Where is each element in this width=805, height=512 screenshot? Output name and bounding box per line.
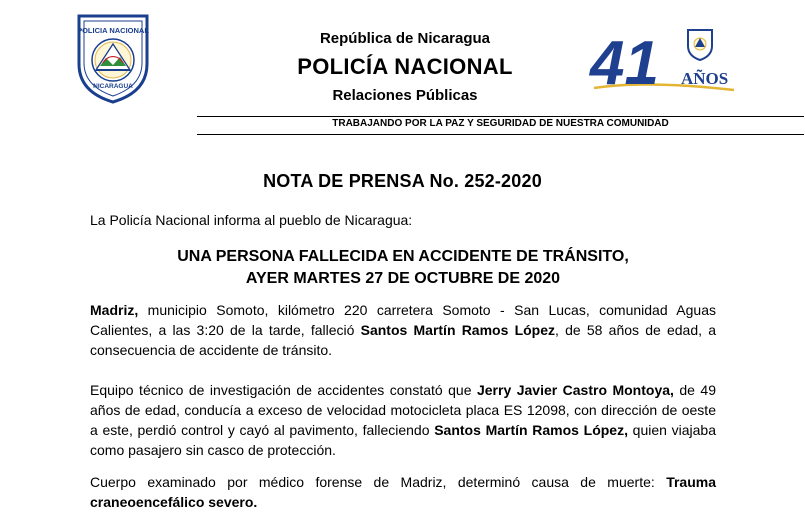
seal-bottom-text: NICARAGUA bbox=[93, 83, 133, 90]
p3-cause-of-death: Trauma craneoencefálico severo. bbox=[90, 474, 716, 510]
p3-text-1: Cuerpo examinado por médico forense de Madriz, determinó causa de muerte: bbox=[90, 474, 667, 490]
p2-text-1: Equipo técnico de investigación de accidentes constató que bbox=[90, 382, 477, 398]
p2-text-2: de 49 años de edad, conducía a exceso de velocidad motocicleta placa ES 12098, con dirección de oeste a este, perdió control y cayó al pavimento, falleciendo bbox=[90, 382, 716, 438]
header-divider-bottom bbox=[197, 134, 804, 135]
p1-victim-name: Santos Martín Ramos López bbox=[360, 322, 556, 338]
header-motto: TRABAJANDO POR LA PAZ Y SEGURIDAD DE NUESTRA COMUNIDAD bbox=[332, 118, 669, 129]
p2-driver-name: Jerry Javier Castro Montoya, bbox=[476, 382, 674, 398]
org-country: República de Nicaragua bbox=[319, 30, 491, 47]
org-name: POLICÍA NACIONAL bbox=[297, 54, 513, 79]
p1-text-2: , de 58 años de edad, a consecuencia de accidente de tránsito. bbox=[90, 322, 717, 358]
p2-text-3: quien viajaba como pasajero sin casco de protección. bbox=[90, 422, 716, 458]
anniversary-number: 41 bbox=[590, 29, 659, 96]
paragraph-2 bbox=[90, 380, 716, 460]
p2-victim-name: Santos Martín Ramos López, bbox=[434, 422, 628, 438]
anniversary-41-logo bbox=[586, 24, 736, 96]
policia-nacional-seal-logo bbox=[73, 12, 153, 104]
seal-top-text: POLICIA NACIONAL bbox=[77, 26, 149, 35]
p1-text-1: municipio Somoto, kilómetro 220 carretera Somoto - San Lucas, comunidad Aguas Calientes, a las 3:20 de la tarde, falleció bbox=[90, 302, 716, 338]
paragraph-3 bbox=[90, 472, 716, 512]
anniversary-label: AÑOS bbox=[681, 69, 729, 88]
header-divider-top bbox=[197, 116, 804, 117]
press-release-title: NOTA DE PRENSA No. 252-2020 bbox=[263, 171, 542, 191]
intro-text: La Policía Nacional informa al pueblo de Nicaragua: bbox=[90, 212, 413, 228]
p1-location: Madriz, bbox=[90, 302, 139, 318]
headline bbox=[90, 246, 716, 290]
mini-shield-icon bbox=[688, 30, 712, 60]
paragraph-1 bbox=[90, 300, 716, 360]
headline-line-2: AYER MARTES 27 DE OCTUBRE DE 2020 bbox=[245, 270, 561, 287]
headline-line-1: UNA PERSONA FALLECIDA EN ACCIDENTE DE TRÁNSITO, bbox=[177, 248, 629, 265]
org-department: Relaciones Públicas bbox=[332, 87, 478, 104]
